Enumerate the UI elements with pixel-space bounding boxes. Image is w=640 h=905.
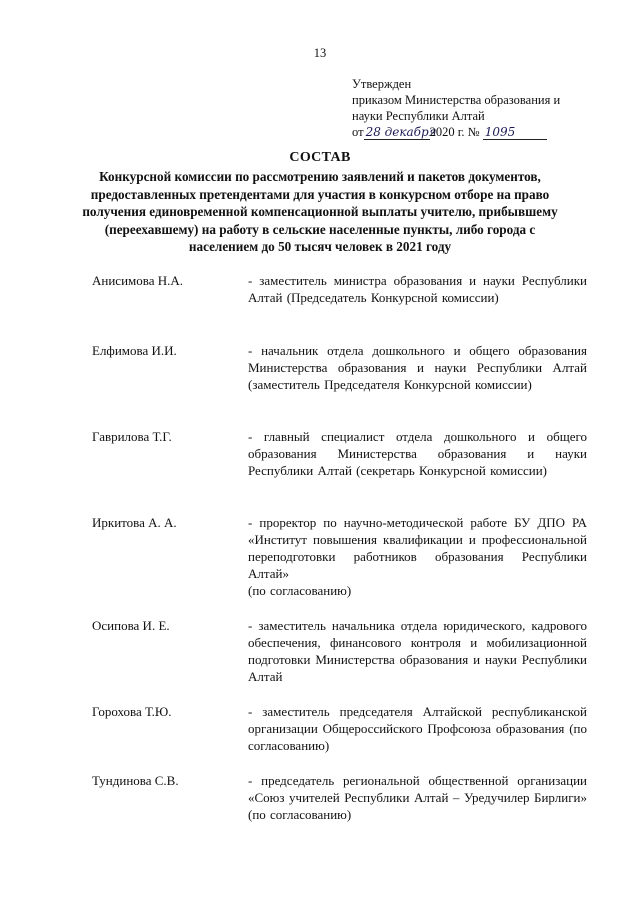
member-name: Осипова И. Е. [92,618,170,633]
member-row [92,617,587,685]
approval-block [352,76,602,140]
member-role: - проректор по научно-методической работе БУ ДПО РА «Институт повышения квалификации и профессиональной переподготовки работников образования Республики Алтай» [248,515,587,581]
date-year: 2020 г. № [429,125,480,139]
member-role: - заместитель министра образования и науки Республики Алтай (Председатель Конкурсной комиссии) [248,273,587,305]
member-role: - председатель региональной общественной организации «Союз учителей Республики Алтай – Уредучилер Бирлиги» (по согласованию) [248,773,587,822]
members-list [92,272,587,823]
member-name: Иркитова А. А. [92,515,177,530]
page-number: 13 [313,46,327,60]
member-row [92,514,587,599]
document-title: СОСТАВ [289,150,351,165]
member-name: Тундинова С.В. [92,773,179,788]
date-prefix: от [352,125,364,139]
member-row [92,428,587,479]
member-role: - начальник отдела дошкольного и общего образования Министерства образования и науки Республики Алтай (заместитель Председателя Конкурсной комиссии) [248,343,587,392]
member-role-note: (по согласованию) [248,583,352,598]
member-role: - главный специалист отдела дошкольного и общего образования Министерства образования и науки Республики Алтай (секретарь Конкурсной комиссии) [248,429,587,478]
member-row [92,342,587,393]
member-row [92,772,587,823]
approval-line-1: Утвержден [352,77,412,91]
member-row [92,272,587,306]
member-name: Гаврилова Т.Г. [92,429,172,444]
member-role: - заместитель начальника отдела юридического, кадрового обеспечения, финансового контроля и мобилизационной подготовки Министерства образования и науки Республики Алтай [248,618,587,684]
handwritten-date: 28 декабря [365,125,437,139]
handwritten-order-number: 1095 [483,126,547,140]
member-name: Елфимова И.И. [92,343,177,358]
member-role: - заместитель председателя Алтайской республиканской организации Общероссийского Профсоюза образования (по согласованию) [248,704,587,753]
approval-line-3: науки Республики Алтай [352,109,485,123]
member-name: Горохова Т.Ю. [92,704,172,719]
document-subtitle: Конкурсной комиссии по рассмотрению заявлений и пакетов документов, предоставленных претендентами для участия в конкурсном отборе на право получения единовременной компенсационной выплаты учителю, прибывшему (переехавшему) на работу в сельские населенные пункты, либо города с населением до 50 тысяч человек в 2021 году [82,169,558,255]
member-row [92,703,587,754]
approval-line-2: приказом Министерства образования и [352,93,561,107]
member-role-block [248,514,587,599]
member-name: Анисимова Н.А. [92,273,184,288]
approval-date-line [352,124,602,140]
